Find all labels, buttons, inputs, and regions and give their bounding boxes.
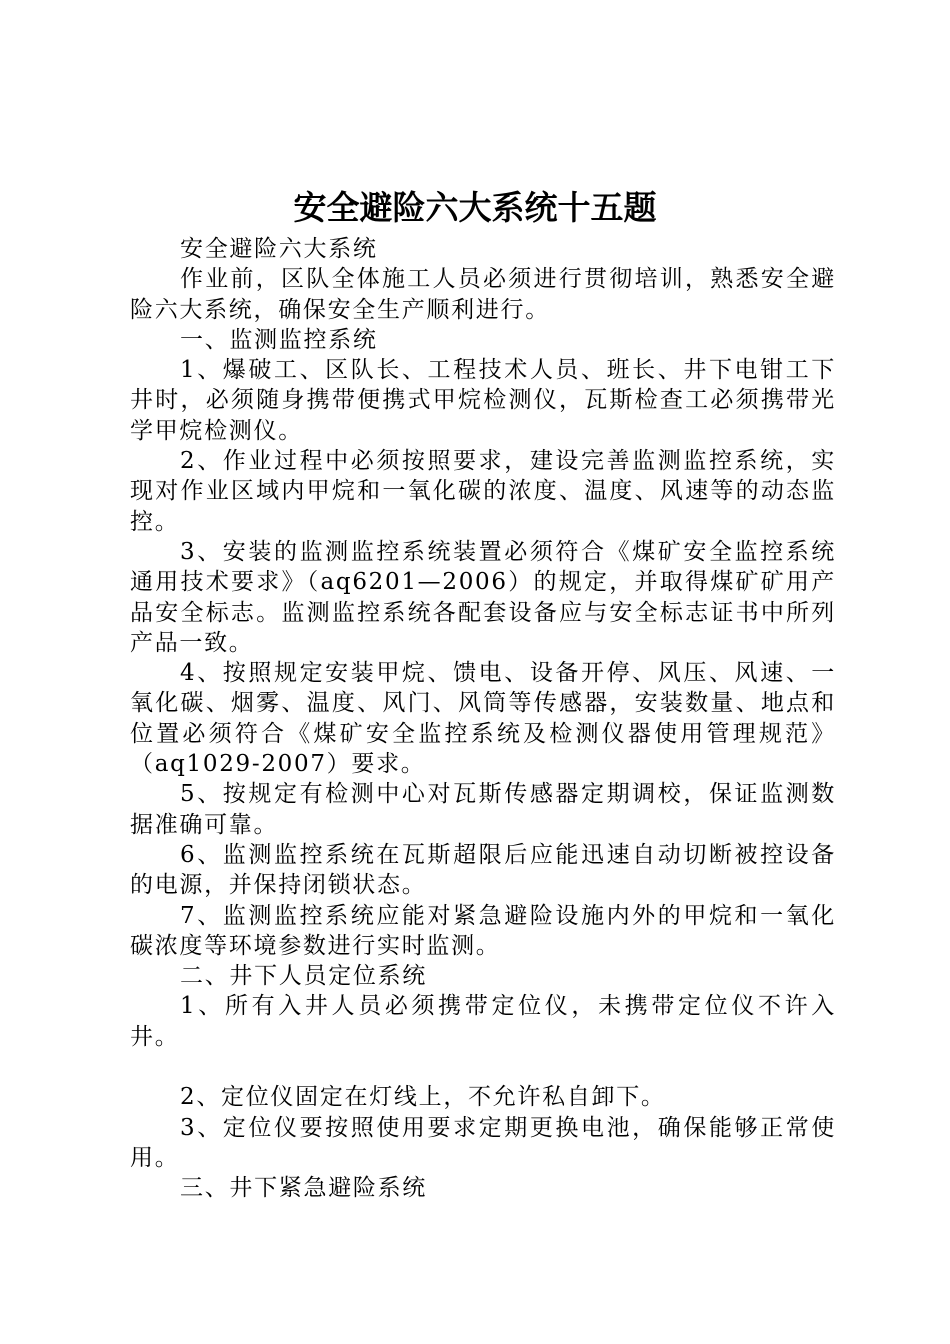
document-title: 安全避险六大系统十五题 bbox=[293, 188, 657, 227]
paragraph: 3、定位仪要按照使用要求定期更换电池，确保能够正常使用。 bbox=[130, 1114, 836, 1171]
paragraph: 2、作业过程中必须按照要求，建设完善监测监控系统，实现对作业区域内甲烷和一氧化碳的浓度、温度、风速等的动态监控。 bbox=[130, 448, 836, 535]
paragraph: 2、定位仪固定在灯线上，不允许私自卸下。 bbox=[180, 1084, 666, 1111]
paragraph: 6、监测监控系统在瓦斯超限后应能迅速自动切断被控设备的电源，并保持闭锁状态。 bbox=[130, 841, 836, 899]
paragraph: 1、所有入井人员必须携带定位仪，未携带定位仪不许入井。 bbox=[130, 993, 836, 1050]
section-heading: 三、井下紧急避险系统 bbox=[180, 1175, 427, 1202]
paragraph: 4、按照规定安装甲烷、馈电、设备开停、风压、风速、一氧化碳、烟雾、温度、风门、风筒等传感器，安装数量、地点和位置必须符合《煤矿安全监控系统及检测仪器使用管理规范》（aq1029-2007）要求。 bbox=[130, 660, 836, 778]
paragraph: 5、按规定有检测中心对瓦斯传感器定期调校，保证监测数据准确可靠。 bbox=[130, 781, 836, 838]
section-intro-heading: 安全避险六大系统 bbox=[180, 236, 378, 262]
paragraph: 1、爆破工、区队长、工程技术人员、班长、井下电钳工下井时，必须随身携带便携式甲烷检测仪，瓦斯检查工必须携带光学甲烷检测仪。 bbox=[130, 357, 836, 444]
paragraph: 3、安装的监测监控系统装置必须符合《煤矿安全监控系统通用技术要求》（aq6201—2006）的规定，并取得煤矿矿用产品安全标志。监测监控系统各配套设备应与安全标志证书中所列产品一致。 bbox=[130, 538, 836, 656]
document-body bbox=[130, 234, 836, 1204]
section-heading: 二、井下人员定位系统 bbox=[180, 963, 427, 990]
section-heading: 一、监测监控系统 bbox=[180, 326, 378, 353]
blank-line bbox=[130, 1052, 836, 1082]
paragraph: 作业前，区队全体施工人员必须进行贯彻培训，熟悉安全避险六大系统，确保安全生产顺利进行。 bbox=[130, 266, 836, 323]
paragraph: 7、监测监控系统应能对紧急避险设施内外的甲烷和一氧化碳浓度等环境参数进行实时监测。 bbox=[130, 902, 836, 959]
